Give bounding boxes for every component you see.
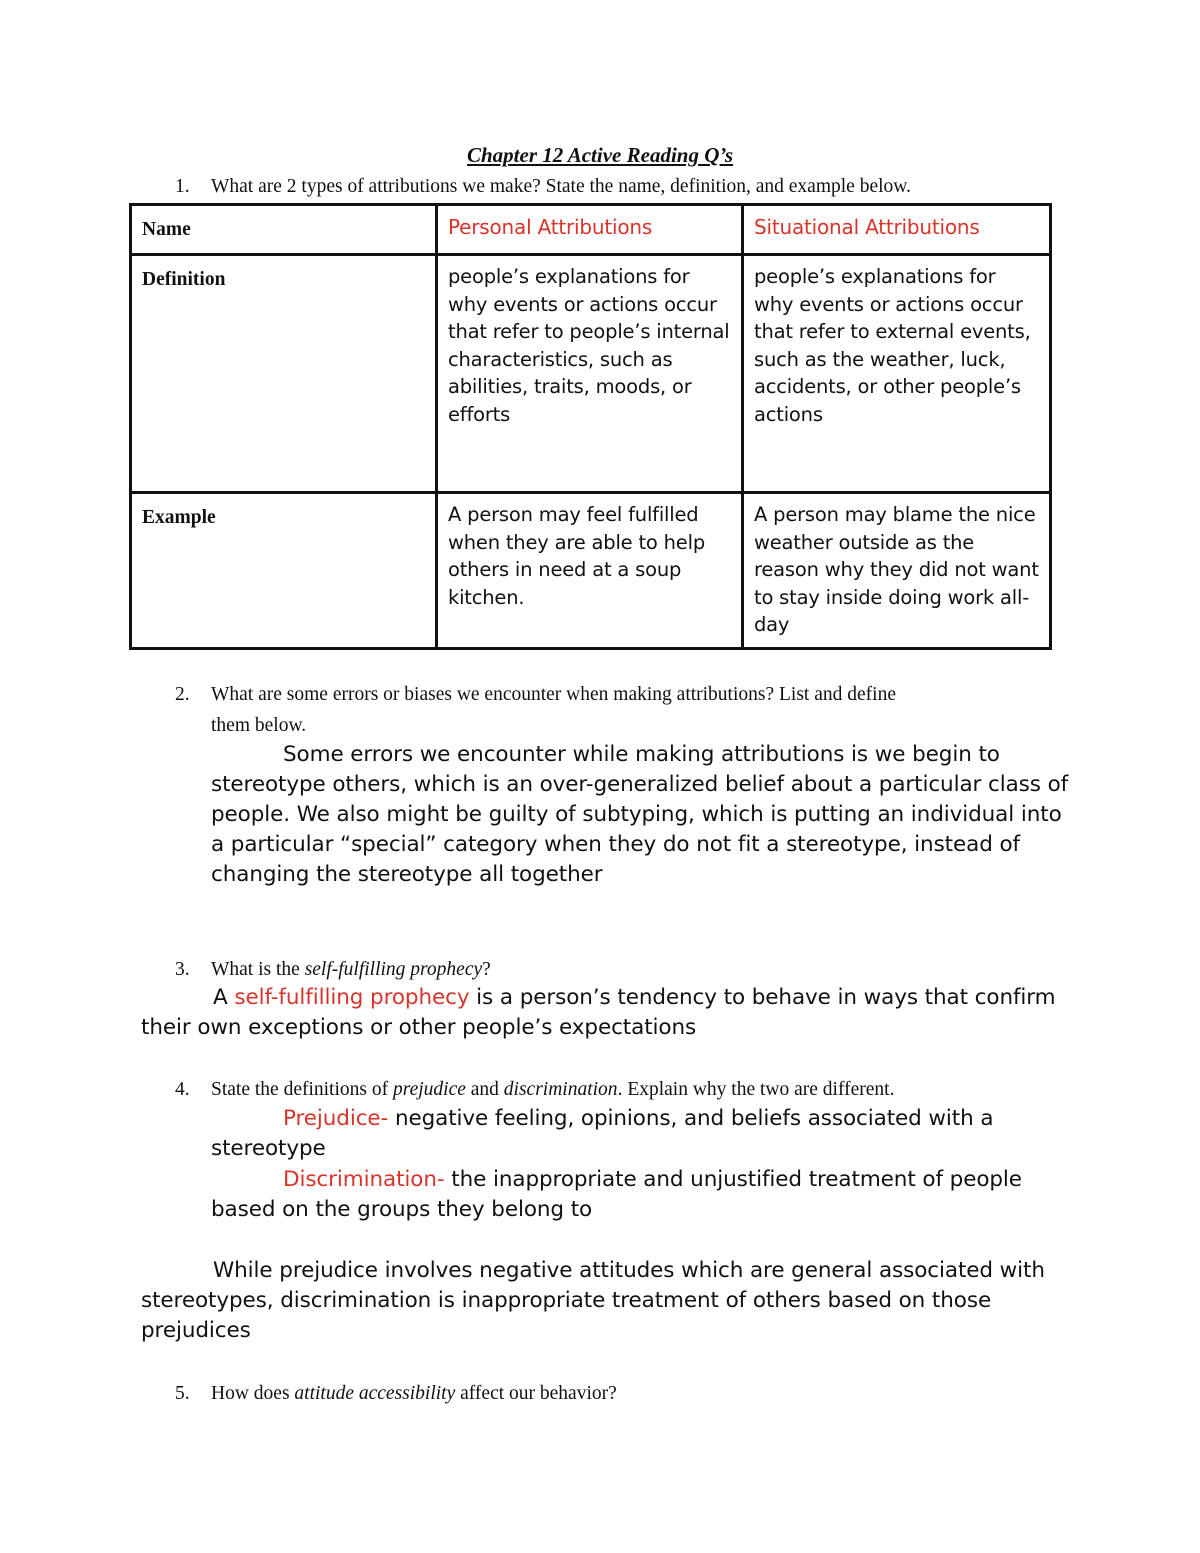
attributions-table xyxy=(129,203,1052,650)
question-text-part: ? xyxy=(482,959,491,980)
question-text-line-2: them below. xyxy=(211,715,307,736)
question-text-part: How does xyxy=(211,1383,295,1404)
personal-attributions-definition: people’s explanations for why events or actions occur that refer to people’s internal characteristics, such as abilities, traits, moods, or efforts xyxy=(437,255,743,493)
question-number: 1. xyxy=(175,176,190,197)
question-term: prejudice xyxy=(392,1079,466,1100)
definition-text: the inappropriate and unjustified treatment of people based on the groups they belong to xyxy=(211,1167,1022,1222)
discrimination-definition xyxy=(211,1165,1071,1225)
question-text xyxy=(211,1379,617,1409)
question-text-part: What is the xyxy=(211,959,305,980)
difference-explanation: While prejudice involves negative attitudes which are general associated with stereotypes, discrimination is inappropriate treatment of others based on those prejudices xyxy=(141,1258,1045,1343)
row-header-example: Example xyxy=(131,493,437,649)
row-header-definition: Definition xyxy=(131,255,437,493)
question-text xyxy=(211,955,491,985)
question-text: What are 2 types of attributions we make? State the name, definition, and example below. xyxy=(211,176,911,197)
answer-text: is a person’s tendency to behave in ways that confirm their own exceptions or other people’s expectations xyxy=(141,985,1056,1040)
question-number: 3. xyxy=(175,959,190,980)
definition-text: negative feeling, opinions, and beliefs associated with a stereotype xyxy=(211,1106,994,1161)
question-term: attitude accessibility xyxy=(294,1383,456,1404)
answer-2: Some errors we encounter while making attributions is we begin to stereotype others, which is an over-generalized belief about a particular class of people. We also might be guilty of subtyping, which is putting an individual into a particular “special” category when they do not fit a stereotype, instead of changing the stereotype all together xyxy=(211,742,1069,887)
personal-attributions-example: A person may feel fulfilled when they are able to help others in need at a soup kitchen. xyxy=(437,493,743,649)
prejudice-label: Prejudice- xyxy=(283,1106,389,1131)
situational-attributions-definition: people’s explanations for why events or actions occur that refer to external events, such as the weather, luck, accidents, or other people’s actions xyxy=(743,255,1051,493)
question-text xyxy=(211,1075,894,1105)
question-number: 4. xyxy=(175,1079,190,1100)
answer-3 xyxy=(141,983,1081,1043)
answer-term: self-fulfilling prophecy xyxy=(234,985,470,1010)
personal-attributions-name: Personal Attributions xyxy=(437,205,743,255)
question-text-line-1: What are some errors or biases we encounter when making attributions? List and define xyxy=(211,684,896,705)
answer-text: A xyxy=(213,985,235,1010)
question-term: discrimination xyxy=(503,1079,618,1100)
question-text-part: State the definitions of xyxy=(211,1079,393,1100)
table-row xyxy=(131,255,1051,493)
document-title: Chapter 12 Active Reading Q’s xyxy=(467,143,733,167)
question-text-part: affect our behavior? xyxy=(455,1383,617,1404)
question-text-part: . Explain why the two are different. xyxy=(617,1079,895,1100)
situational-attributions-example: A person may blame the nice weather outside as the reason why they did not want to stay inside doing work all-day xyxy=(743,493,1051,649)
question-number: 2. xyxy=(175,684,190,705)
question-number: 5. xyxy=(175,1383,190,1404)
prejudice-definition xyxy=(211,1104,1071,1164)
situational-attributions-name: Situational Attributions xyxy=(743,205,1051,255)
table-row xyxy=(131,205,1051,255)
discrimination-label: Discrimination- xyxy=(283,1167,445,1192)
table-row xyxy=(131,493,1051,649)
question-text-part: and xyxy=(465,1079,504,1100)
question-term: self-fulfilling prophecy xyxy=(304,959,483,980)
row-header-name: Name xyxy=(131,205,437,255)
